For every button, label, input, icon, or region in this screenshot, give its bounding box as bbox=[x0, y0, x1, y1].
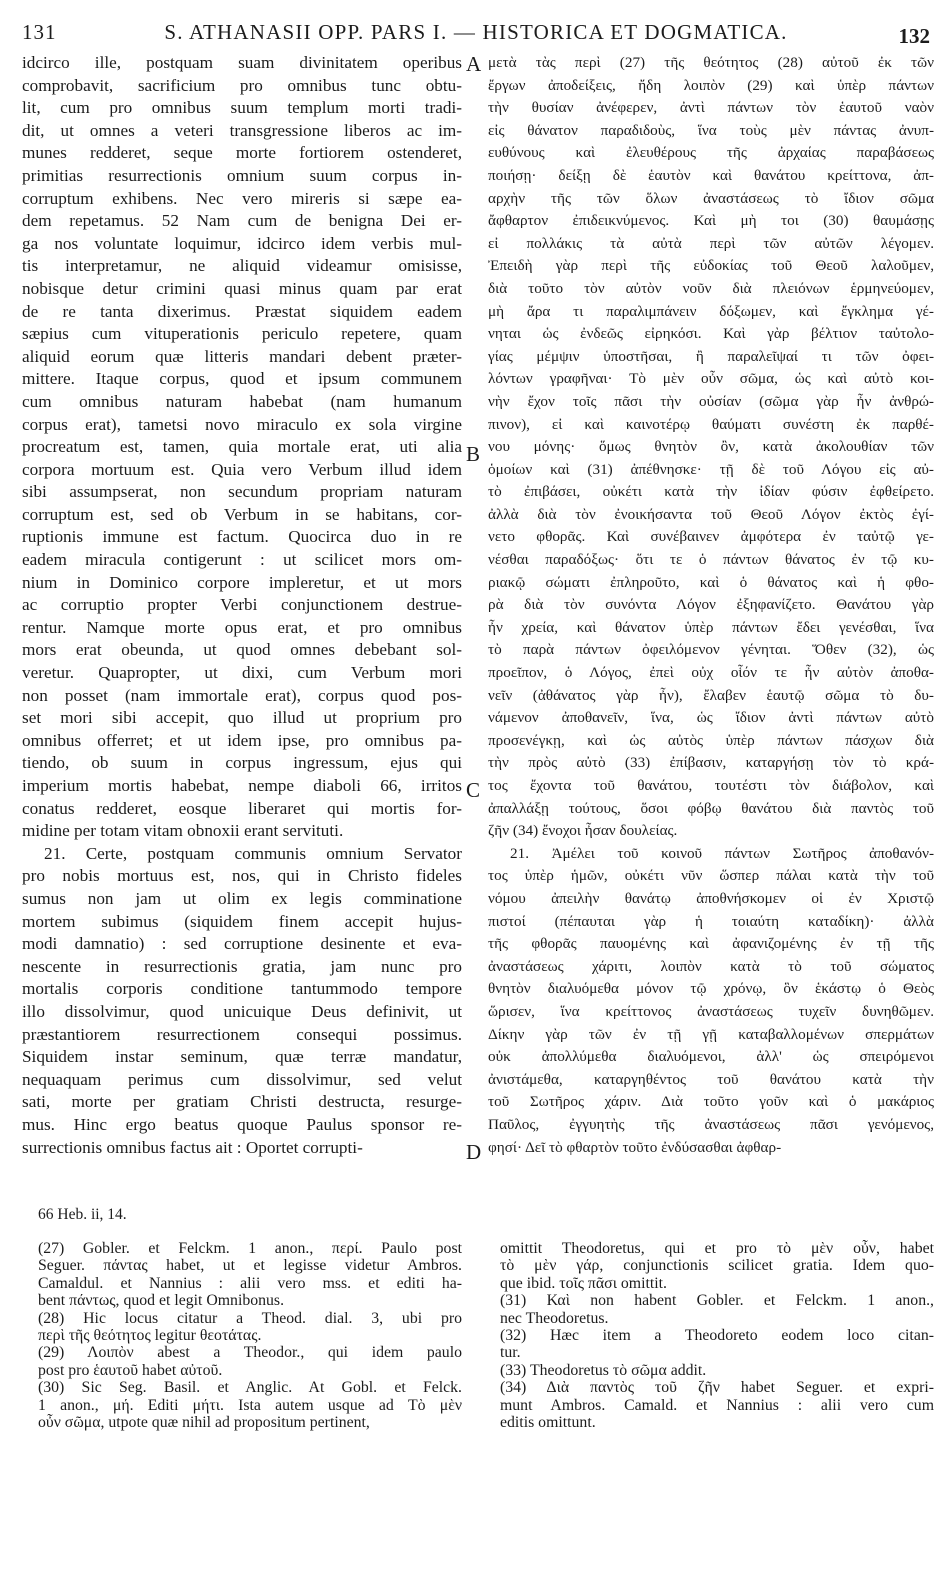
latin-text-line: sumus non jam ut olim ex legis comminatione bbox=[22, 888, 462, 908]
greek-text-line: τοῦ Σωτῆρος χάριν. Διὰ τοῦτο γοῦν καὶ ὁ μακάριος bbox=[488, 1093, 934, 1111]
greek-text-line: Παῦλος, ἐγγυητὴς τῆς ἀναστάσεως πᾶσι γενόμενος, bbox=[488, 1115, 934, 1133]
greek-text-line: τὴν πρὸς αὐτὸ (33) ἐπίβασιν, καταργήσῃ τὸν τὸ κρά- bbox=[488, 754, 934, 772]
greek-text-line: τος ὑπὲρ ἡμῶν, οὐκέτι νῦν ὥσπερ πάλαι κατὰ τὴν τοῦ bbox=[488, 867, 934, 885]
latin-text-line: corpora mortuum est. Quia vero Verbum illud idem bbox=[22, 459, 462, 479]
greek-text-line: ἀναστάσεως χάριτι, λοιπὸν κατὰ τὸ τοῦ σώματος bbox=[488, 957, 934, 975]
latin-text-line: dit, ut omnes a veteri transgressione liberos ac im- bbox=[22, 120, 462, 140]
greek-text-line: ἦν χρεία, καὶ θάνατον ὑπὲρ πάντων ἔδει γενέσθαι, ἵνα bbox=[488, 618, 934, 636]
note-line: munt Ambros. Camald. et Nannius : alii vero cum bbox=[500, 1396, 934, 1414]
note-line: τὸ μὲν γάρ, conjunctionis scilicet gratia. Idem quo- bbox=[500, 1257, 934, 1275]
note-line: (28) Hic locus citatur a Theod. dial. 3, ubi pro bbox=[38, 1309, 462, 1327]
latin-text-line: modi damnatio) : sed corruptione desinente et eva- bbox=[22, 934, 462, 954]
latin-text-line: nium in Dominico corpore impleretur, et ut mors bbox=[22, 572, 462, 592]
latin-text-line: comprobavit, sacrificium pro omnibus tunc obtu- bbox=[22, 75, 462, 95]
greek-text-line: νὴν ἔχον τοῖς πᾶσι τὴν οὐσίαν (σῶμα γὰρ ἦν ἀνθρώ- bbox=[488, 392, 934, 410]
latin-text-line: midine per totam vitam obnoxii erant servituti. bbox=[22, 821, 344, 841]
latin-text-line: surrectionis omnibus factus ait : Oportet corrupti- bbox=[22, 1137, 363, 1157]
latin-text-line: mortalis corporis conditione tantummodo tempore bbox=[22, 979, 462, 999]
latin-text-line: præstantiorem resurrectionem consequi possimus. bbox=[22, 1024, 462, 1044]
note-line: bent πάντως, quod et legit Omnibonus. bbox=[38, 1292, 285, 1310]
note-line: περὶ τῆς θεότητος legitur θεοτάτας. bbox=[38, 1326, 262, 1344]
latin-text-line: tiendo, ob suum in corpus ingressum, ejus qui bbox=[22, 753, 462, 773]
page-number-left: 131 bbox=[22, 20, 57, 44]
greek-text-line: τῆς φθορᾶς παυομένης καὶ ἀφανιζομένης ἐν τῇ τῆς bbox=[488, 935, 934, 953]
greek-text-line: ὁμοίων καὶ (31) ἀπέθνησκε· τῇ δὲ τοῦ Λόγου εἰς αὐ- bbox=[488, 460, 934, 478]
greek-text-line: λόντων γραφῆναι· Τὸ μὲν οὖν σῶμα, ὡς καὶ αὐτὸ κοι- bbox=[488, 370, 934, 388]
greek-text-line: ευθύνους καὶ ἐλευθέρους τῆς ἀρχαίας παραβάσεως bbox=[488, 144, 934, 162]
latin-text-line: mus. Hinc ergo beatus quoque Paulus sponsor re- bbox=[22, 1114, 462, 1134]
greek-text-line: ἀπαλλάξῃ τούτους, ὅσοι φόβῳ θανάτου διὰ παντὸς τοῦ bbox=[488, 799, 934, 817]
greek-text-line: εἰ πολλάκις τὰ αὐτὰ περὶ τῶν αὐτῶν λέγομεν. bbox=[488, 234, 934, 252]
latin-text-line: sati, morte per gratiam Christi destructa, resurge- bbox=[22, 1092, 462, 1112]
greek-text-line: ριακῷ σώματι ἐπληροῦτο, καὶ ὁ θάνατος καὶ ἡ φθο- bbox=[488, 573, 934, 591]
greek-text-line: θνητὸν διαλυόμεθα μόνον τῷ χρόνῳ, ὃν ἑκάστῳ ὁ Θεὸς bbox=[488, 980, 934, 998]
note-line: tur. bbox=[500, 1344, 521, 1362]
greek-text-line: ἄφθαρτον ἐπιδεικνύμενος. Καὶ μὴ τοι (30) θαυμάσῃς bbox=[488, 212, 934, 230]
greek-text-line: τος ἔχοντα τοῦ θανάτου, τουτέστι τὸν διάβολον, καὶ bbox=[488, 777, 934, 794]
page-number-right: 132 bbox=[898, 24, 930, 48]
greek-text-line: προεῖπον, ὁ Λόγος, ἐπεὶ οὐχ οἷόν τε ἦν αὐτὸν ἀποθα- bbox=[488, 664, 934, 682]
greek-text-line: ζῆν (34) ἔνοχοι ἦσαν δουλείας. bbox=[488, 822, 678, 840]
note-line: nec Theodoretus. bbox=[500, 1309, 609, 1327]
latin-text-line: illo dissolvimur, quod unicuique Deus definivit, ut bbox=[22, 1001, 462, 1021]
note-line: 1 anon., μή. Editi μήτι. Ista autem usque ad Τὸ μὲν bbox=[38, 1396, 462, 1414]
greek-text-line: μετὰ τὰς περὶ (27) τῆς θεότητος (28) αὐτοῦ ἐκ τῶν bbox=[488, 54, 934, 71]
latin-text-line: de re tanta dixerimus. Præstat siquidem eadem bbox=[22, 301, 462, 321]
latin-text-line: omnibus offerret; et ut idem ipse, pro omnibus pa- bbox=[22, 730, 462, 750]
greek-text-line: τὸ ἐπιβάσει, οὐκέτι κατὰ τὴν ἰδίαν φύσιν ἐφθείρετο. bbox=[488, 483, 934, 501]
greek-text-line: ἀνιστάμεθα, καταργηθέντος τοῦ θανάτου κατὰ τὴν bbox=[488, 1070, 934, 1088]
greek-text-line: οὐκ ἀπολλύμεθα διαλυόμενοι, ἀλλ' ὡς σπειρόμενοι bbox=[488, 1048, 934, 1066]
greek-text-line: νάμενον ἀποθανεῖν, ἵνα, ὡς ἴδιον ἀντὶ πάντων αὐτὸ bbox=[488, 709, 934, 727]
greek-text-line: προσενέγκῃ, καὶ ὡς αὐτὸς ὑπὲρ πάντων πάσχων διὰ bbox=[488, 731, 934, 749]
greek-text-line: ἀλλὰ διὰ τὸν ἐνοικήσαντα τοῦ Θεοῦ Λόγον ἐκτὸς ἐγί- bbox=[488, 505, 934, 523]
latin-text-line: eadem miracula contigerunt : ut scilicet mors om- bbox=[22, 550, 462, 570]
latin-text-line: aliquid eorum quæ litteris mandari debent præter- bbox=[22, 346, 462, 366]
note-line: omittit Theodoretus, qui et pro τὸ μὲν οὖν, habet bbox=[500, 1240, 934, 1257]
greek-text-line: πιστοί (πέπαυται γὰρ ἡ τοιαύτη καταδίκη)· ἀλλὰ bbox=[488, 912, 934, 930]
greek-text-line: νόμου ἀπειλὴν θανάτῳ ἀποθνήσκομεν οἱ ἐν Χριστῷ bbox=[488, 889, 934, 907]
running-title: S. ATHANASII OPP. PARS I. — HISTORICA ET DOGMATICA. bbox=[164, 20, 788, 44]
latin-text-line: corruptum exhibens. Nec vero mireris si sæpe ea- bbox=[22, 188, 462, 208]
note-line: post pro ἑαυτοῦ habet αὐτοῦ. bbox=[38, 1361, 223, 1379]
latin-text-line: set mori sibi accepit, quo illud ut proprium pro bbox=[22, 708, 462, 728]
note-line: que ibid. τοῖς πᾶσι omittit. bbox=[500, 1274, 667, 1292]
latin-text-line: veretur. Quapropter, ut dixi, cum Verbum mori bbox=[22, 663, 462, 683]
latin-text-line: dem repetamus. 52 Nam cum de benigna Dei er- bbox=[22, 211, 462, 231]
margin-letter-b: B bbox=[466, 442, 481, 466]
note-line: (31) Καὶ non habent Gobler. et Felckm. 1 anon., bbox=[500, 1292, 934, 1310]
latin-text-line: munes redderet, seque morte fortiorem ostenderet, bbox=[22, 143, 462, 163]
greek-text-line: Δίκην γὰρ τῶν ἐν τῇ γῇ καταβαλλομένων σπερμάτων bbox=[488, 1025, 934, 1043]
greek-text-line: νεῖν (ἀθάνατος γὰρ ἦν), ἔλαβεν ἑαυτῷ σῶμα τὸ δυ- bbox=[488, 686, 934, 704]
critical-notes-left bbox=[38, 1240, 462, 1431]
latin-text-line: nescente in resurrectionis gratia, jam nunc pro bbox=[22, 956, 462, 976]
note-line: (34) Διὰ παντὸς τοῦ ζῆν habet Seguer. et expri- bbox=[500, 1379, 934, 1397]
note-line: (27) Gobler. et Felckm. 1 anon., περί. Paulo post bbox=[38, 1240, 462, 1257]
latin-text-line: Siquidem instar seminum, quæ terræ mandatur, bbox=[22, 1047, 462, 1067]
latin-text-line: sibi assumpserat, non secundum propriam naturam bbox=[22, 482, 462, 502]
greek-text-line: αρχὴν τῆς τῶν ὅλων ἀναστάσεως τὸ ἴδιον σῶμα bbox=[488, 189, 934, 207]
latin-text-line: non posset (nam immortale erat), corpus quod pos- bbox=[22, 685, 462, 705]
greek-column bbox=[488, 52, 934, 1159]
latin-text-line: cum omnibus naturam habebat (nam humanum bbox=[22, 391, 462, 411]
greek-text-line: νου μόνης· ὅμως θνητὸν ὂν, κατὰ ἀκολουθίαν τῶν bbox=[488, 438, 934, 456]
latin-text-line: conatus redderet, eosque liberaret qui mortis for- bbox=[22, 798, 462, 818]
greek-text-line: ὥρισεν, ἵνα κρείττονος ἀναστάσεως τυχεῖν δυνηθῶμεν. bbox=[488, 1002, 934, 1020]
latin-text-line: ga nos voluntate loquimur, idcirco idem verbis mul- bbox=[22, 233, 462, 253]
latin-text-line: imperium mortis habebat, nempe diaboli 66, irritos bbox=[22, 776, 462, 795]
latin-text-line: mittere. Itaque corpus, quod et ipsum communem bbox=[22, 369, 462, 389]
greek-text-line: μὴ ἄρα τι παραλιμπάνειν δόξωμεν, καὶ ἔγκλημα γέ- bbox=[488, 302, 934, 320]
latin-text-line: rentur. Namque morte opus erat, et pro omnibus bbox=[22, 617, 462, 637]
latin-text-line: corpus erat), tametsi novo miraculo ex sola virgine bbox=[22, 414, 462, 434]
note-line: (32) Hæc item a Theodoreto eodem loco citan- bbox=[500, 1326, 934, 1344]
latin-text-line: tis interpretamur, ne aliquid videamur omisisse, bbox=[22, 256, 462, 276]
note-line: Camaldul. et Nannius : alii vero mss. et editi ha- bbox=[38, 1274, 462, 1292]
note-line: οὖν σῶμα, utpote quæ nihil ad propositum pertinent, bbox=[38, 1413, 370, 1431]
latin-text-line: primitias resurrectionis omnium suum corpus in- bbox=[22, 165, 462, 185]
note-line: editis omittunt. bbox=[500, 1413, 596, 1431]
greek-text-line: τὸ παρὰ πάντων ὀφειλόμενον γένηται. Ὅθεν (32), ὡς bbox=[488, 641, 934, 659]
latin-text-line: nequaquam perimus cum dissolvimur, sed velut bbox=[22, 1069, 462, 1089]
margin-letter-a: A bbox=[466, 52, 482, 76]
latin-text-line: nobisque detur crimini quasi minus quam par erat bbox=[22, 278, 462, 298]
greek-text-line: νέσθαι παραδόξως· ὅτι τε ὁ πάντων θάνατος ἐν τῷ κυ- bbox=[488, 551, 934, 569]
latin-text-line: ruptionis immune est factum. Quocirca duo in re bbox=[22, 527, 462, 547]
greek-text-line: νετο φθορᾶς. Καὶ συνέβαινεν ἀμφότερα ἐν ταὐτῷ γε- bbox=[488, 528, 934, 546]
greek-text-line: διὰ τοῦτο τὸν αὐτὸν νοῦν διὰ πλειόνων ἑρμηνεύομεν, bbox=[488, 279, 934, 297]
latin-column bbox=[22, 52, 462, 1159]
margin-letter-c: C bbox=[466, 778, 481, 802]
latin-text-line: pro nobis mortuus est, nos, qui in Christo fideles bbox=[22, 866, 462, 886]
latin-text-line: sæpius cum vituperationis periculo repetere, quam bbox=[22, 324, 462, 344]
critical-notes-right bbox=[500, 1240, 934, 1431]
greek-text-line: εἰς θάνατον παραδιδοὺς, ἵνα τοὺς μὲν πάντας ἀνυπ- bbox=[488, 121, 934, 139]
latin-text-line: 21. Certe, postquam communis omnium Servator bbox=[44, 843, 462, 863]
latin-text-line: lit, cum pro omnibus suum templum morti tradi- bbox=[22, 98, 462, 118]
note-line: (30) Sic Seg. Basil. et Anglic. At Gobl. et Felck. bbox=[38, 1379, 462, 1397]
note-line: (29) Λοιπὸν abest a Theodor., qui idem paulo bbox=[38, 1344, 462, 1362]
latin-text-line: mors erat obeunda, ut quod omnes debebant sol- bbox=[22, 640, 462, 660]
greek-text-line: τὴν θυσίαν ἀνέφερεν, ἀντὶ πάντων τὸν ἑαυτοῦ ναὸν bbox=[488, 99, 934, 117]
greek-text-line: νηται ὡς ἐνδεῶς εἰρηκόσι. Καὶ γὰρ βέλτιον ταὐτολο- bbox=[488, 325, 934, 343]
footnote-66: 66 Heb. ii, 14. bbox=[38, 1206, 127, 1223]
greek-text-line: φησί· Δεῖ τὸ φθαρτὸν τοῦτο ἐνδύσασθαι ἀφθαρ- bbox=[488, 1138, 782, 1156]
margin-letter-d: D bbox=[466, 1140, 482, 1164]
latin-text-line: idcirco ille, postquam suam divinitatem operibus bbox=[22, 53, 462, 72]
latin-text-line: corruptum est, sed ob Verbum in se habitans, cor- bbox=[22, 504, 462, 524]
greek-text-line: πινον), εἰ καὶ καινοτέρῳ θαύματι συνέστη ἐκ παρθέ- bbox=[488, 415, 934, 433]
latin-text-line: procreatum est, tamen, quia mortale erat, uti alia bbox=[22, 437, 462, 457]
note-line: (33) Theodoretus τὸ σῶμα addit. bbox=[500, 1361, 707, 1379]
note-line: Seguer. πάντας habet, ut et legisse videtur Ambros. bbox=[38, 1257, 462, 1275]
greek-text-line: ποιήσῃ· δείξῃ δὲ ἑαυτὸν καὶ θανάτου κρείττονα, ἀπ- bbox=[488, 166, 934, 184]
latin-text-line: mortem subimus (siquidem finem accepit hujus- bbox=[22, 911, 462, 931]
greek-text-line: γίας μέμψιν ὑποστῆσαι, ἢ παραλεῖψαί τι τῶν ὀφει- bbox=[488, 347, 934, 365]
greek-text-line: Ἐπειδὴ γὰρ περὶ τῆς εὐδοκίας τοῦ Θεοῦ λαλοῦμεν, bbox=[488, 257, 934, 275]
greek-text-line: ἔργων ἀποδείξεις, ἤδη λοιπὸν (29) καὶ ὑπὲρ πάντων bbox=[488, 76, 934, 94]
greek-text-line: ρὰ διὰ τὸν συνόντα Λόγον ἐξηφανίζετο. Θανάτου γὰρ bbox=[488, 596, 934, 614]
greek-text-line: 21. Ἀμέλει τοῦ κοινοῦ πάντων Σωτῆρος ἀποθανόν- bbox=[510, 844, 934, 862]
page-header bbox=[0, 18, 952, 48]
latin-text-line: ac corruptio propter Verbi conjunctionem destrue- bbox=[22, 595, 462, 615]
